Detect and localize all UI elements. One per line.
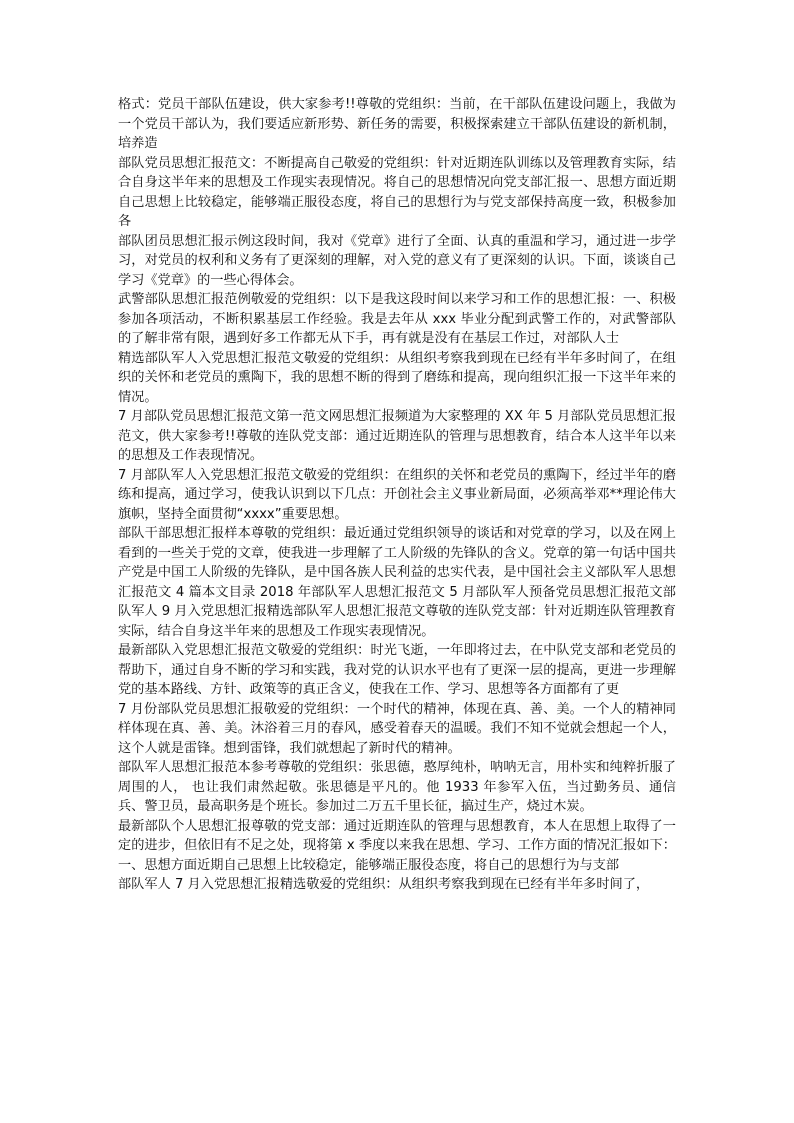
paragraph-4: 武警部队思想汇报范例敬爱的党组织：以下是我这段时间以来学习和工作的思想汇报：一、积极参加各项活动，不断积累基层工作经验。我是去年从 xxx 毕业分配到武警工作的，对武警部队的了解非常有限，遇到好多工作都无从下手，再有就是没有在基层工作过，对部队人士 <box>118 292 676 346</box>
paragraph-1: 格式：党员干部队伍建设，供大家参考!!尊敬的党组织：当前，在干部队伍建设问题上，我做为一个党员干部认为，我们要适应新形势、新任务的需要，积极探索建立干部队伍建设的新机制，培养造 <box>118 97 676 151</box>
paragraph-6: 7 月部队党员思想汇报范文第一范文网思想汇报频道为大家整理的 XX 年 5 月部队党员思想汇报范文，供大家参考!!尊敬的连队党支部：通过近期连队的管理与思想教育，结合本人这半年以来的思想及工作表现情况。 <box>118 409 676 463</box>
document-body <box>118 95 676 895</box>
paragraph-13: 部队军人 7 月入党思想汇报精选敬爱的党组织：从组织考察我到现在已经有半年多时间了， <box>118 877 650 892</box>
paragraph-9: 最新部队入党思想汇报范文敬爱的党组织：时光飞逝，一年即将过去，在中队党支部和老党员的帮助下，通过自身不断的学习和实践，我对党的认识水平也有了更深一层的提高，更进一步理解党的基本路线、方针、政策等的真正含义，使我在工作、学习、思想等各方面都有了更 <box>118 643 676 697</box>
paragraph-3: 部队团员思想汇报示例这段时间，我对《党章》进行了全面、认真的重温和学习，通过进一步学习，对党员的权利和义务有了更深刻的理解，对入党的意义有了更深刻的认识。下面，谈谈自己学习《党章》的一些心得体会。 <box>118 233 676 288</box>
paragraph-12: 最新部队个人思想汇报尊敬的党支部：通过近期连队的管理与思想教育，本人在思想上取得了一定的进步，但依旧有不足之处，现将第 x 季度以来我在思想、学习、工作方面的情况汇报如下：一、思想方面近期自己思想上比较稳定，能够端正服役态度，将自己的思想行为与支部 <box>118 818 676 873</box>
paragraph-7: 7 月部队军人入党思想汇报范文敬爱的党组织：在组织的关怀和老党员的熏陶下，经过半年的磨练和提高，通过学习，使我认识到以下几点：开创社会主义事业新局面，必须高举邓**理论伟大旗帜，坚持全面贯彻“xxxx”重要思想。 <box>118 467 676 522</box>
paragraph-2: 部队党员思想汇报范文：不断提高自己敬爱的党组织：针对近期连队训练以及管理教育实际，结合自身这半年来的思想及工作现实表现情况。将自己的思想情况向党支部汇报一、思想方面近期自己思想上比较稳定，能够端正服役态度，将自己的思想行为与党支部保持高度一致，积极参加各 <box>118 155 676 229</box>
paragraph-5: 精选部队军人入党思想汇报范文敬爱的党组织：从组织考察我到现在已经有半年多时间了，在组织的关怀和老党员的熏陶下，我的思想不断的得到了磨练和提高，现向组织汇报一下这半年来的情况。 <box>118 350 676 405</box>
paragraph-8: 部队干部思想汇报样本尊敬的党组织：最近通过党组织领导的谈话和对党章的学习，以及在网上看到的一些关于党的文章，使我进一步理解了工人阶级的先锋队的含义。党章的第一句话中国共产党是中国工人阶级的先锋队，是中国各族人民利益的忠实代表，是中国社会主义部队军人思想汇报范文 4 篇本文目录 2018 年部队军人思想汇报范文 5 月部队军人预备党员思想汇报范文部队军人 9 月入党思想汇报精选部队军人思想汇报范文尊敬的连队党支部：针对近期连队管理教育实际，结合自身这半年来的思想及工作现实表现情况。 <box>118 526 676 639</box>
paragraph-11: 部队军人思想汇报范本参考尊敬的党组织：张思德，憨厚纯朴，呐呐无言，用朴实和纯粹折服了周围的人， 也让我们肃然起敬。张思德是平凡的。他 1933 年参军入伍，当过勤务员、通信兵、警卫员，最高职务是个班长。参加过二万五千里长征，搞过生产，烧过木炭。 <box>118 760 676 814</box>
paragraph-10: 7 月份部队党员思想汇报敬爱的党组织：一个时代的精神，体现在真、善、美。一个人的精神同样体现在真、善、美。沐浴着三月的春风，感受着春天的温暖。我们不知不觉就会想起一个人，这个人就是雷锋。想到雷锋，我们就想起了新时代的精神。 <box>118 701 676 756</box>
